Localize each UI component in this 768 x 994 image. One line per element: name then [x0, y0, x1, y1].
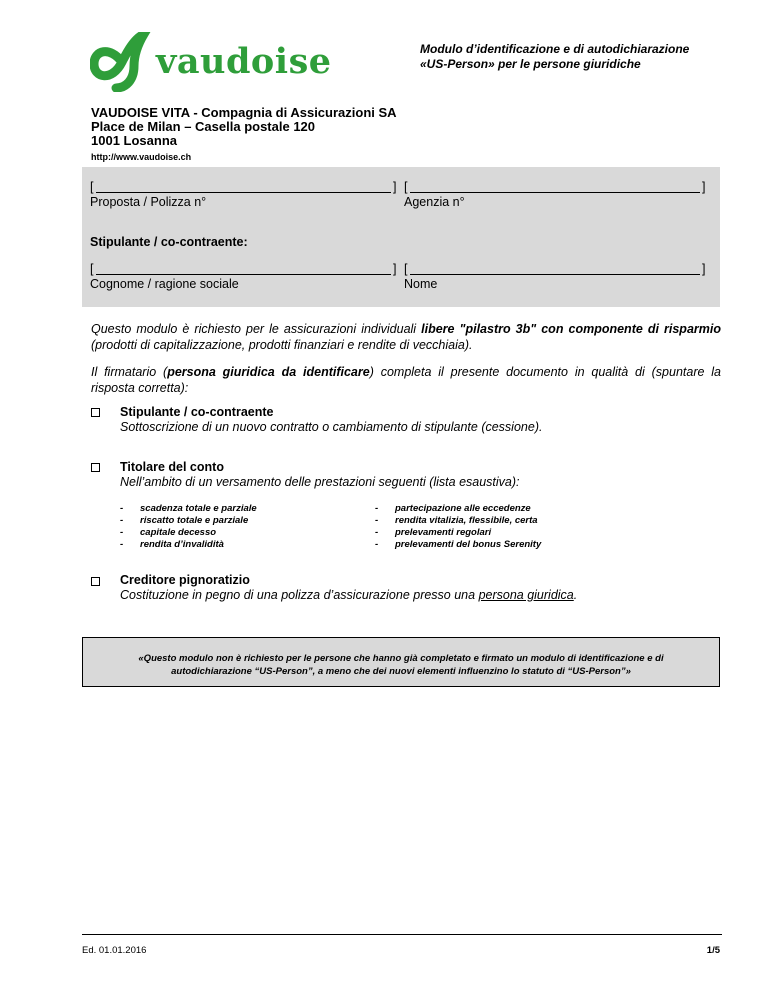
surname-label: Cognome / ragione sociale	[90, 277, 239, 291]
notice-line2: autodichiarazione “US-Person”, a meno che dei nuovi elementi influenzino lo statuto di “US-Person”»	[171, 666, 631, 677]
company-block	[91, 106, 397, 164]
intro-paragraph-2	[91, 364, 721, 396]
company-url[interactable]: http://www.vaudoise.ch	[91, 152, 192, 162]
name-label: Nome	[404, 277, 438, 291]
bracket-close: ]	[393, 180, 397, 194]
list-item	[120, 515, 257, 527]
intro-p1-tail: (prodotti di capitalizzazione, prodotti finanziari e rendite di vecchiaia).	[91, 338, 473, 352]
bracket-close: ]	[702, 262, 706, 276]
list-item-text: rendita vitalizia, flessibile, certa	[395, 515, 538, 526]
benefits-list-right	[375, 503, 541, 551]
option-policyholder-title: Stipulante / co-contraente	[120, 405, 274, 419]
list-dash: -	[120, 515, 124, 526]
option-pledgee-desc-underlined: persona giuridica	[478, 588, 574, 602]
proposal-number-label: Proposta / Polizza n°	[90, 195, 207, 209]
policyholder-section-label: Stipulante / co-contraente:	[90, 235, 248, 249]
vaudoise-logo-mark	[90, 32, 154, 92]
document-title	[420, 42, 720, 72]
option-pledgee-checkbox[interactable]	[91, 577, 100, 586]
option-pledgee-desc-tail: .	[573, 588, 578, 602]
notice-box	[82, 637, 720, 687]
list-item-text: rendita d’invalidità	[140, 539, 224, 550]
list-item-text: riscatto totale e parziale	[140, 515, 249, 526]
bracket-close: ]	[393, 262, 397, 276]
document-title-line1: Modulo d’identificazione e di autodichiarazione	[420, 42, 690, 56]
list-item	[120, 539, 257, 551]
intro-paragraph-1	[91, 321, 721, 353]
document-title-line2: «US-Person» per le persone giuridiche	[420, 57, 641, 71]
list-item-text: capitale decesso	[140, 527, 217, 538]
list-item	[120, 503, 257, 515]
list-item	[375, 527, 541, 539]
intro-p1-text: Questo modulo è richiesto per le assicurazioni individuali	[91, 322, 422, 336]
option-pledgee-desc-text: Costituzione in pegno di una polizza d’assicurazione presso una	[120, 588, 479, 602]
bracket-open: [	[404, 180, 408, 194]
option-policyholder-checkbox[interactable]	[91, 408, 100, 417]
policy-form-panel	[82, 167, 720, 307]
intro-p1-bold: libere "pilastro 3b" con componente di risparmio	[421, 322, 721, 336]
list-item	[375, 515, 541, 527]
company-name: VAUDOISE VITA - Compagnia di Assicurazioni SA	[91, 105, 397, 120]
company-address: Place de Milan – Casella postale 120	[91, 119, 316, 134]
surname-field[interactable]	[96, 262, 391, 275]
list-item-text: prelevamenti regolari	[395, 527, 492, 538]
list-item	[120, 527, 257, 539]
option-pledgee-title: Creditore pignoratizio	[120, 573, 250, 587]
name-field[interactable]	[410, 262, 700, 275]
proposal-number-field[interactable]	[96, 180, 391, 193]
page-number: 1/5	[706, 945, 720, 956]
bracket-close: ]	[702, 180, 706, 194]
benefits-list-left	[120, 503, 257, 551]
intro-p2-tail: ) completa il presente documento in qualità di (spuntare la risposta corretta):	[91, 365, 722, 395]
agency-number-field[interactable]	[410, 180, 700, 193]
list-item	[375, 539, 541, 551]
company-city: 1001 Losanna	[91, 133, 177, 148]
option-account-holder-checkbox[interactable]	[91, 463, 100, 472]
edition-date: Ed. 01.01.2016	[82, 945, 147, 956]
agency-number-label: Agenzia n°	[404, 195, 465, 209]
intro-p2-bold: persona giuridica da identificare	[167, 365, 370, 379]
list-dash: -	[120, 503, 124, 514]
footer-divider	[82, 934, 722, 935]
notice-line1: «Questo modulo non è richiesto per le persone che hanno già completato e firmato un modulo di identificazione e di	[138, 653, 664, 664]
list-item-text: scadenza totale e parziale	[140, 503, 257, 514]
list-dash: -	[120, 527, 124, 538]
bracket-open: [	[90, 180, 94, 194]
list-item-text: prelevamenti del bonus Serenity	[395, 539, 542, 550]
list-dash: -	[375, 527, 379, 538]
logo-wordmark: vaudoise	[156, 41, 332, 82]
bracket-open: [	[404, 262, 408, 276]
option-account-holder-title: Titolare del conto	[120, 460, 224, 474]
intro-p2-text: Il firmatario (	[91, 365, 168, 379]
list-dash: -	[375, 503, 379, 514]
list-item-text: partecipazione alle eccedenze	[395, 503, 531, 514]
option-pledgee-desc	[120, 588, 577, 602]
option-account-holder-desc: Nell’ambito di un versamento delle prestazioni seguenti (lista esaustiva):	[120, 475, 520, 489]
list-dash: -	[375, 539, 379, 550]
list-item	[375, 503, 541, 515]
bracket-open: [	[90, 262, 94, 276]
vaudoise-logo	[90, 32, 332, 92]
list-dash: -	[120, 539, 124, 550]
option-policyholder-desc: Sottoscrizione di un nuovo contratto o cambiamento di stipulante (cessione).	[120, 420, 543, 434]
list-dash: -	[375, 515, 379, 526]
